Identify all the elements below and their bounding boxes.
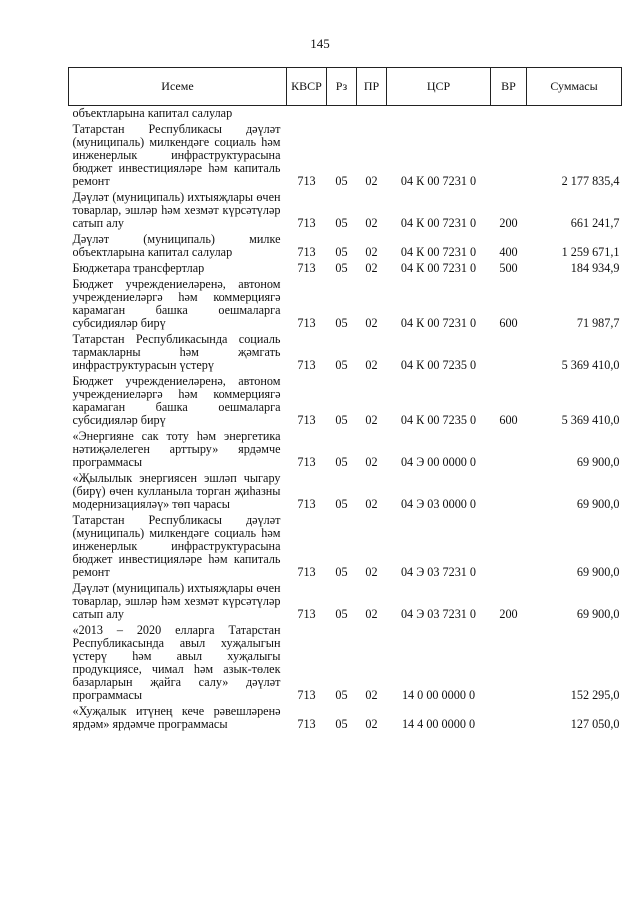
cell-vr xyxy=(491,330,527,372)
cell-kvsr: 713 xyxy=(297,688,316,702)
cell-vr xyxy=(491,511,527,579)
cell-pr: 02 xyxy=(365,174,378,188)
page-number: 145 xyxy=(310,36,330,51)
cell-vr xyxy=(491,621,527,702)
cell-sum: 69 900,0 xyxy=(576,497,620,511)
cell-name: Татарстан Республикасы дәүләт (муниципаль) милкендәге социаль һәм инженерлык инфраструктурасына бюджет инвестицияләре һәм капиталь ремонт xyxy=(72,513,281,579)
cell-vr: 200 xyxy=(499,607,518,621)
cell-pr: 02 xyxy=(365,607,378,621)
header-sum: Суммасы xyxy=(527,68,622,106)
cell-rz: 05 xyxy=(335,316,348,330)
cell-csr: 04 К 00 7231 0 xyxy=(400,316,477,330)
cell-kvsr: 713 xyxy=(297,565,316,579)
cell-vr: 500 xyxy=(499,261,518,275)
cell-name: «Хуҗалык итүнең кече рәвешләренә ярдәм» ярдәмче программасы xyxy=(72,704,281,731)
cell-pr: 02 xyxy=(365,497,378,511)
cell-vr: 600 xyxy=(499,413,518,427)
table-row xyxy=(69,230,622,259)
cell-name: Бюджет учреждениеләренә, автоном учреждениеләргә һәм коммерциягә карамаган башка оешмаларга субсидияләр бирү xyxy=(72,374,281,427)
cell-kvsr: 713 xyxy=(297,245,316,259)
cell-name: Бюджет учреждениеләренә, автоном учреждениеләргә һәм коммерциягә карамаган башка оешмаларга субсидияләр бирү xyxy=(72,277,281,330)
cell-name: Бюджетара трансфертлар xyxy=(72,261,205,275)
cell-vr xyxy=(491,106,527,121)
cell-sum: 69 900,0 xyxy=(576,455,620,469)
cell-csr: 14 4 00 0000 0 xyxy=(401,717,476,731)
cell-vr: 200 xyxy=(499,216,518,230)
table-row xyxy=(69,275,622,330)
cell-csr: 04 Э 00 0000 0 xyxy=(400,455,477,469)
cell-name: «Җылылык энергиясен эшләп чыгару (бирү) өчен кулланыла торган җиһазны модернизацияләү» төп чарасы xyxy=(72,471,281,511)
cell-rz: 05 xyxy=(335,174,348,188)
cell-name: Татарстан Республикасы дәүләт (муниципаль) милкендәге социаль һәм инженерлык инфраструктурасына бюджет инвестицияләре һәм капиталь ремонт xyxy=(72,122,281,188)
cell-name: «Энергияне сак тоту һәм энергетика нәтиҗәлелеген арттыру» ярдәмче программасы xyxy=(72,429,281,469)
header-kvsr: КВСР xyxy=(287,68,327,106)
cell-name: Дәүләт (муниципаль) ихтыяҗлары өчен товарлар, эшләр һәм хезмәт күрсәтүләр сатып алу xyxy=(72,190,281,230)
cell-rz: 05 xyxy=(335,245,348,259)
table-row xyxy=(69,427,622,469)
cell-name: Дәүләт (муниципаль) ихтыяҗлары өчен товарлар, эшләр һәм хезмәт күрсәтүләр сатып алу xyxy=(72,581,281,621)
cell-pr: 02 xyxy=(365,261,378,275)
cell-rz: 05 xyxy=(335,358,348,372)
cell-pr: 02 xyxy=(365,413,378,427)
cell-name: «2013 – 2020 елларга Татарстан Республикасында авыл хуҗалыгын үстерү һәм авыл хуҗалыгы продукциясе, чимал һәм азык-төлек базарларын җайга салу» дәүләт программасы xyxy=(72,623,281,702)
table-row xyxy=(69,330,622,372)
cell-sum: 127 050,0 xyxy=(570,717,620,731)
cell-vr xyxy=(491,702,527,731)
cell-csr: 04 Э 03 7231 0 xyxy=(400,565,477,579)
cell-vr xyxy=(491,427,527,469)
cell-kvsr: 713 xyxy=(297,455,316,469)
cell-kvsr: 713 xyxy=(297,316,316,330)
cell-rz: 05 xyxy=(335,413,348,427)
budget-table xyxy=(68,67,622,731)
cell-rz: 05 xyxy=(335,261,348,275)
header-pr: ПР xyxy=(357,68,387,106)
cell-sum: 1 259 671,1 xyxy=(561,245,620,259)
cell-vr xyxy=(491,469,527,511)
cell-kvsr: 713 xyxy=(297,216,316,230)
cell-kvsr: 713 xyxy=(297,174,316,188)
cell-csr: 04 К 00 7231 0 xyxy=(400,261,477,275)
cell-sum: 69 900,0 xyxy=(576,607,620,621)
cell-kvsr: 713 xyxy=(297,497,316,511)
cell-sum: 71 987,7 xyxy=(576,316,620,330)
cell-pr: 02 xyxy=(365,717,378,731)
cell-csr: 14 0 00 0000 0 xyxy=(401,688,476,702)
header-csr: ЦСР xyxy=(387,68,491,106)
cell-pr: 02 xyxy=(365,316,378,330)
cell-kvsr: 713 xyxy=(297,717,316,731)
cell-sum: 2 177 835,4 xyxy=(561,174,620,188)
header-rz: Рз xyxy=(327,68,357,106)
table-row xyxy=(69,188,622,230)
table-row xyxy=(69,469,622,511)
cell-name: Татарстан Республикасында социаль тармакларны һәм җәмгать инфраструктурасын үстерү xyxy=(72,332,281,372)
table-row xyxy=(69,372,622,427)
cell-kvsr: 713 xyxy=(297,358,316,372)
cell-sum xyxy=(527,106,622,121)
cell-pr: 02 xyxy=(365,245,378,259)
cell-rz: 05 xyxy=(335,607,348,621)
cell-vr: 400 xyxy=(499,245,518,259)
cell-sum: 152 295,0 xyxy=(570,688,620,702)
table-row xyxy=(69,106,622,121)
cell-pr xyxy=(357,106,387,121)
cell-rz: 05 xyxy=(335,565,348,579)
cell-pr: 02 xyxy=(365,688,378,702)
cell-sum: 5 369 410,0 xyxy=(561,358,620,372)
cell-name: объектларына капитал салулар xyxy=(72,106,233,120)
cell-csr: 04 Э 03 7231 0 xyxy=(400,607,477,621)
cell-csr: 04 К 00 7235 0 xyxy=(400,413,477,427)
cell-pr: 02 xyxy=(365,565,378,579)
cell-sum: 184 934,9 xyxy=(570,261,620,275)
table-header-row xyxy=(69,68,622,106)
cell-csr: 04 К 00 7231 0 xyxy=(400,245,477,259)
cell-kvsr xyxy=(287,106,327,121)
cell-kvsr: 713 xyxy=(297,413,316,427)
cell-rz: 05 xyxy=(335,688,348,702)
cell-sum: 661 241,7 xyxy=(570,216,620,230)
cell-csr: 04 К 00 7231 0 xyxy=(400,174,477,188)
table-row xyxy=(69,511,622,579)
cell-sum: 69 900,0 xyxy=(576,565,620,579)
cell-vr: 600 xyxy=(499,316,518,330)
cell-csr xyxy=(387,106,491,121)
cell-rz: 05 xyxy=(335,216,348,230)
cell-name: Дәүләт (муниципаль) милке объектларына капитал салулар xyxy=(72,232,281,259)
cell-rz xyxy=(327,106,357,121)
header-name: Исеме xyxy=(69,68,287,106)
cell-kvsr: 713 xyxy=(297,261,316,275)
cell-vr xyxy=(491,120,527,188)
cell-csr: 04 К 00 7231 0 xyxy=(400,216,477,230)
table-row xyxy=(69,702,622,731)
table-row xyxy=(69,621,622,702)
cell-rz: 05 xyxy=(335,717,348,731)
cell-rz: 05 xyxy=(335,497,348,511)
cell-pr: 02 xyxy=(365,216,378,230)
cell-sum: 5 369 410,0 xyxy=(561,413,620,427)
cell-pr: 02 xyxy=(365,358,378,372)
table-row xyxy=(69,259,622,275)
header-vr: ВР xyxy=(491,68,527,106)
cell-kvsr: 713 xyxy=(297,607,316,621)
table-row xyxy=(69,579,622,621)
cell-csr: 04 Э 03 0000 0 xyxy=(400,497,477,511)
cell-pr: 02 xyxy=(365,455,378,469)
cell-rz: 05 xyxy=(335,455,348,469)
table-row xyxy=(69,120,622,188)
cell-csr: 04 К 00 7235 0 xyxy=(400,358,477,372)
